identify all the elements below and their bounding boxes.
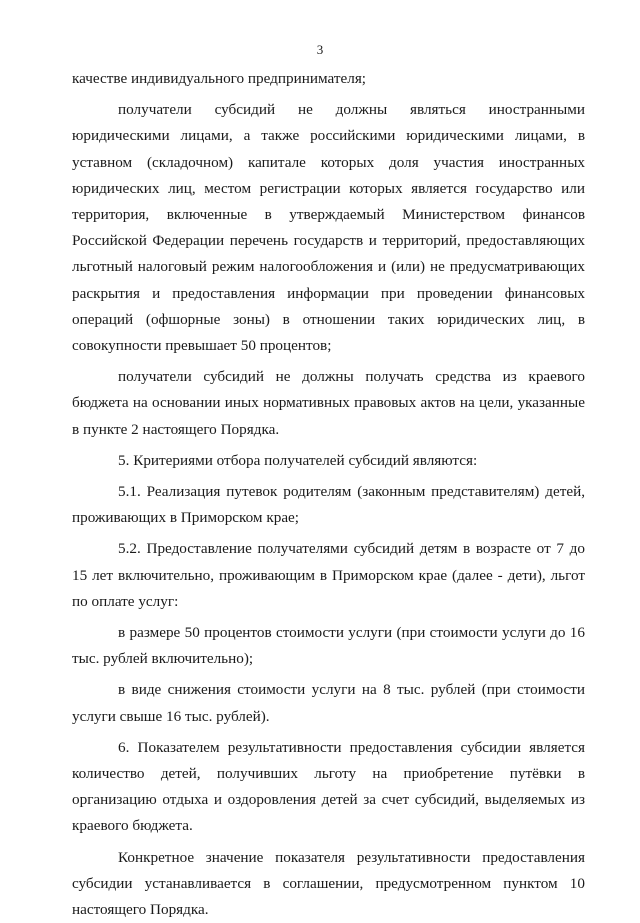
paragraph-criterion-5-1: 5.1. Реализация путевок родителям (законным представителям) детей, проживающих в Приморском крае;	[72, 483, 585, 527]
paragraph-discount-50-percent: в размере 50 процентов стоимости услуги (при стоимости услуги до 16 тыс. рублей включительно);	[72, 624, 585, 668]
document-body	[72, 66, 585, 923]
paragraph-continuation: качестве индивидуального предпринимателя;	[72, 70, 367, 87]
paragraph-discount-8-thousand: в виде снижения стоимости услуги на 8 тыс. рублей (при стоимости услуги свыше 16 тыс. рублей).	[72, 681, 585, 725]
paragraph-foreign-entities: получатели субсидий не должны являться иностранными юридическими лицами, а также российскими юридическими лицами, в уставном (складочном) капитале которых доля участия иностранных юридических лиц, местом регистрации которых является государство или территория, включенные в утверждаемый Министерством финансов Российской Федерации перечень государств и территорий, предоставляющих льготный налоговый режим налогообложения и (или) не предусматривающих раскрытия и предоставления информации при проведении финансовых операций (офшорные зоны) в отношении таких юридических лиц, в совокупности превышает 50 процентов;	[72, 101, 585, 355]
paragraph-indicator-value: Конкретное значение показателя результативности предоставления субсидии устанавливается в соглашении, предусмотренном пунктом 10 настоящего Порядка.	[72, 848, 585, 919]
paragraph-criteria-heading: 5. Критериями отбора получателей субсидий являются:	[118, 451, 478, 469]
paragraph-regional-budget: получатели субсидий не должны получать средства из краевого бюджета на основании иных нормативных правовых актов на цели, указанные в пункте 2 настоящего Порядка.	[72, 368, 585, 438]
paragraph-performance-indicator: 6. Показателем результативности предоставления субсидии является количество детей, получивших льготу на приобретение путёвки в организацию отдыха и оздоровления детей за счет субсидий, выделяемых из краевого бюджета.	[72, 738, 585, 835]
paragraph-criterion-5-2: 5.2. Предоставление получателями субсидий детям в возрасте от 7 до 15 лет включительно, проживающим в Приморском крае (далее - дети), льгот по оплате услуг:	[72, 540, 585, 610]
page-number: 3	[316, 42, 324, 57]
